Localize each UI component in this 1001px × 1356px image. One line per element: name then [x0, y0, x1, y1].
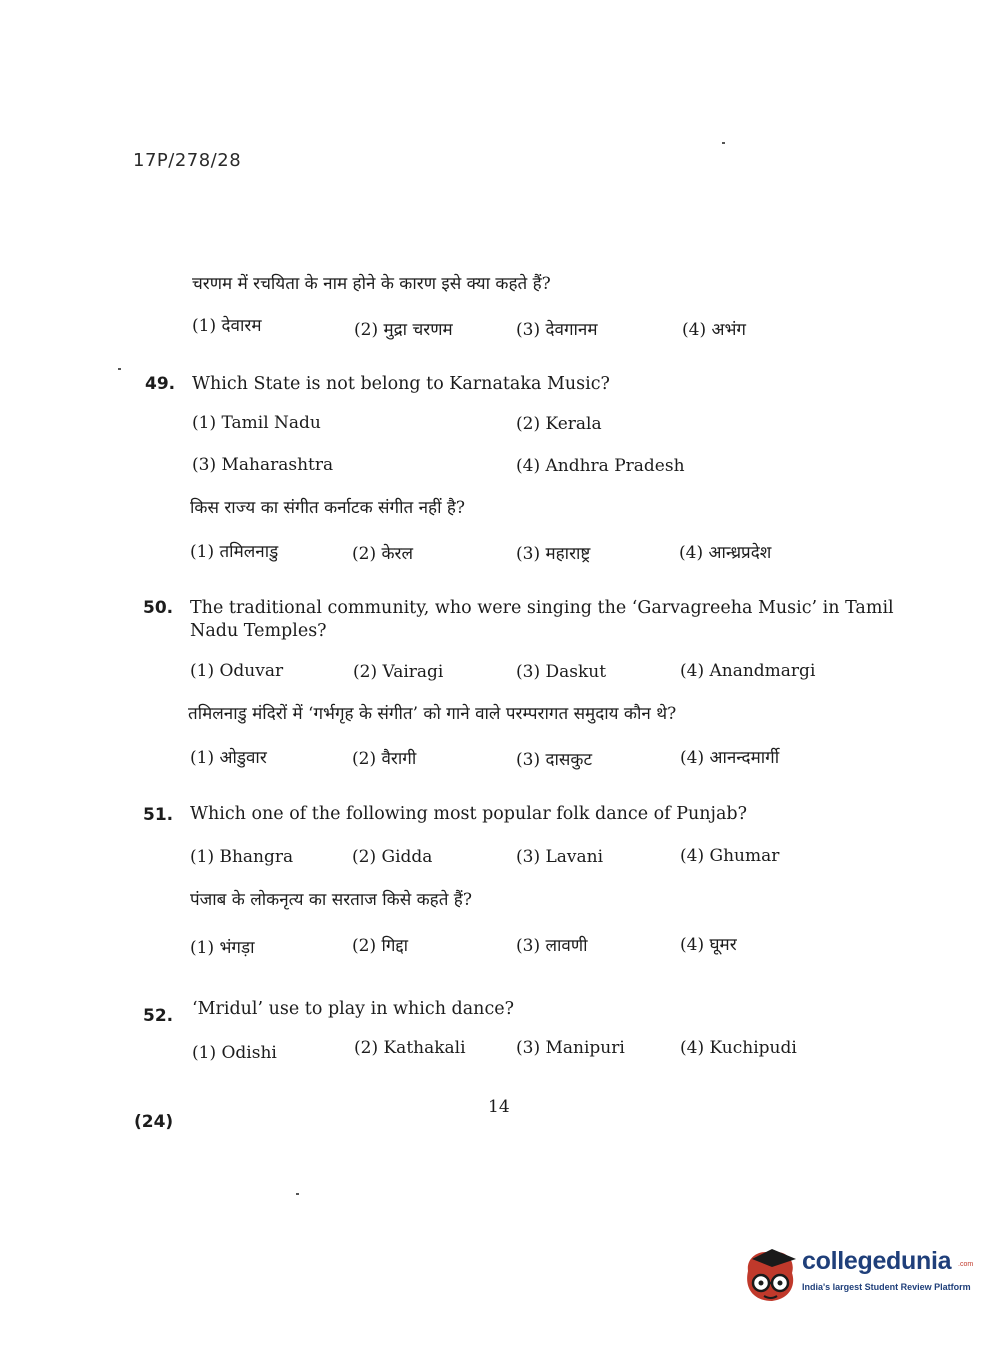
q51-hi-option-3: (3) लावणी — [516, 936, 588, 956]
q49-hi-option-4: (4) आन्ध्रप्रदेश — [679, 543, 772, 563]
q51-hindi-text: पंजाब के लोकनृत्य का सरताज किसे कहते हैं? — [190, 890, 472, 910]
q50-option-4: (4) Anandmargi — [680, 661, 816, 681]
q48-hi-option-2: (2) मुद्रा चरणम — [354, 320, 453, 340]
q51-option-2: (2) Gidda — [352, 847, 433, 867]
q49-hindi-text: किस राज्य का संगीत कर्नाटक संगीत नहीं है? — [190, 498, 466, 518]
q52-option-3: (3) Manipuri — [516, 1038, 625, 1058]
q49-hi-option-1: (1) तमिलनाडु — [190, 542, 279, 562]
q52-number: 52. — [143, 1006, 174, 1026]
paper-code: 17P/278/28 — [133, 150, 242, 171]
mascot-icon — [742, 1245, 800, 1307]
q52-option-1: (1) Odishi — [192, 1043, 277, 1063]
q51-option-3: (3) Lavani — [516, 847, 604, 867]
q50-hindi-text: तमिलनाडु मंदिरों में ‘गर्भगृह के संगीत’ को गाने वाले परम्परागत समुदाय कौन थे? — [188, 704, 677, 724]
q50-text-line1: The traditional community, who were singing the ‘Garvagreeha Music’ in Tamil — [190, 598, 894, 618]
q49-option-1: (1) Tamil Nadu — [192, 413, 321, 433]
scan-speck — [296, 1193, 299, 1195]
q51-number: 51. — [143, 805, 174, 825]
scan-speck — [118, 368, 121, 370]
page-number: 14 — [488, 1097, 510, 1117]
q52-option-2: (2) Kathakali — [354, 1038, 466, 1058]
q51-hi-option-2: (2) गिद्दा — [352, 936, 409, 956]
logo-tagline: India's largest Student Review Platform — [802, 1282, 971, 1292]
q48-hi-option-1: (1) देवारम — [192, 316, 262, 336]
q48-hindi-text: चरणम में रचयिता के नाम होने के कारण इसे क्या कहते हैं? — [192, 274, 551, 294]
q48-hi-option-4: (4) अभंग — [682, 320, 746, 340]
q49-text: Which State is not belong to Karnataka Music? — [192, 374, 610, 394]
q49-option-3: (3) Maharashtra — [192, 455, 334, 475]
q50-hi-option-2: (2) वैरागी — [352, 749, 417, 769]
q50-hi-option-4: (4) आनन्दमार्गी — [680, 748, 780, 768]
scan-speck — [722, 142, 725, 144]
q50-number: 50. — [143, 598, 174, 618]
footer-mark: (24) — [134, 1112, 174, 1132]
q49-hi-option-2: (2) केरल — [352, 544, 414, 564]
q50-option-2: (2) Vairagi — [353, 662, 444, 682]
q49-option-4: (4) Andhra Pradesh — [516, 456, 685, 476]
q48-hi-option-3: (3) देवगानम — [516, 320, 598, 340]
q51-option-4: (4) Ghumar — [680, 846, 780, 866]
logo-name: collegedunia — [802, 1247, 952, 1275]
q50-option-1: (1) Oduvar — [190, 661, 284, 681]
q50-text-line2: Nadu Temples? — [190, 621, 327, 641]
q50-option-3: (3) Daskut — [516, 662, 607, 682]
q49-option-2: (2) Kerala — [516, 414, 602, 434]
logo-suffix: .com — [958, 1261, 974, 1268]
q52-option-4: (4) Kuchipudi — [680, 1038, 797, 1058]
q51-hi-option-4: (4) घूमर — [680, 935, 737, 955]
collegedunia-logo[interactable] — [742, 1245, 972, 1315]
q49-number: 49. — [145, 374, 176, 394]
q52-text: ‘Mridul’ use to play in which dance? — [192, 999, 514, 1019]
q49-hi-option-3: (3) महाराष्ट्र — [516, 544, 591, 564]
q51-text: Which one of the following most popular folk dance of Punjab? — [190, 804, 747, 824]
q50-hi-option-1: (1) ओडुवार — [190, 748, 267, 768]
q51-option-1: (1) Bhangra — [190, 847, 294, 867]
q51-hi-option-1: (1) भंगड़ा — [190, 938, 255, 958]
q50-hi-option-3: (3) दासकुट — [516, 750, 593, 770]
